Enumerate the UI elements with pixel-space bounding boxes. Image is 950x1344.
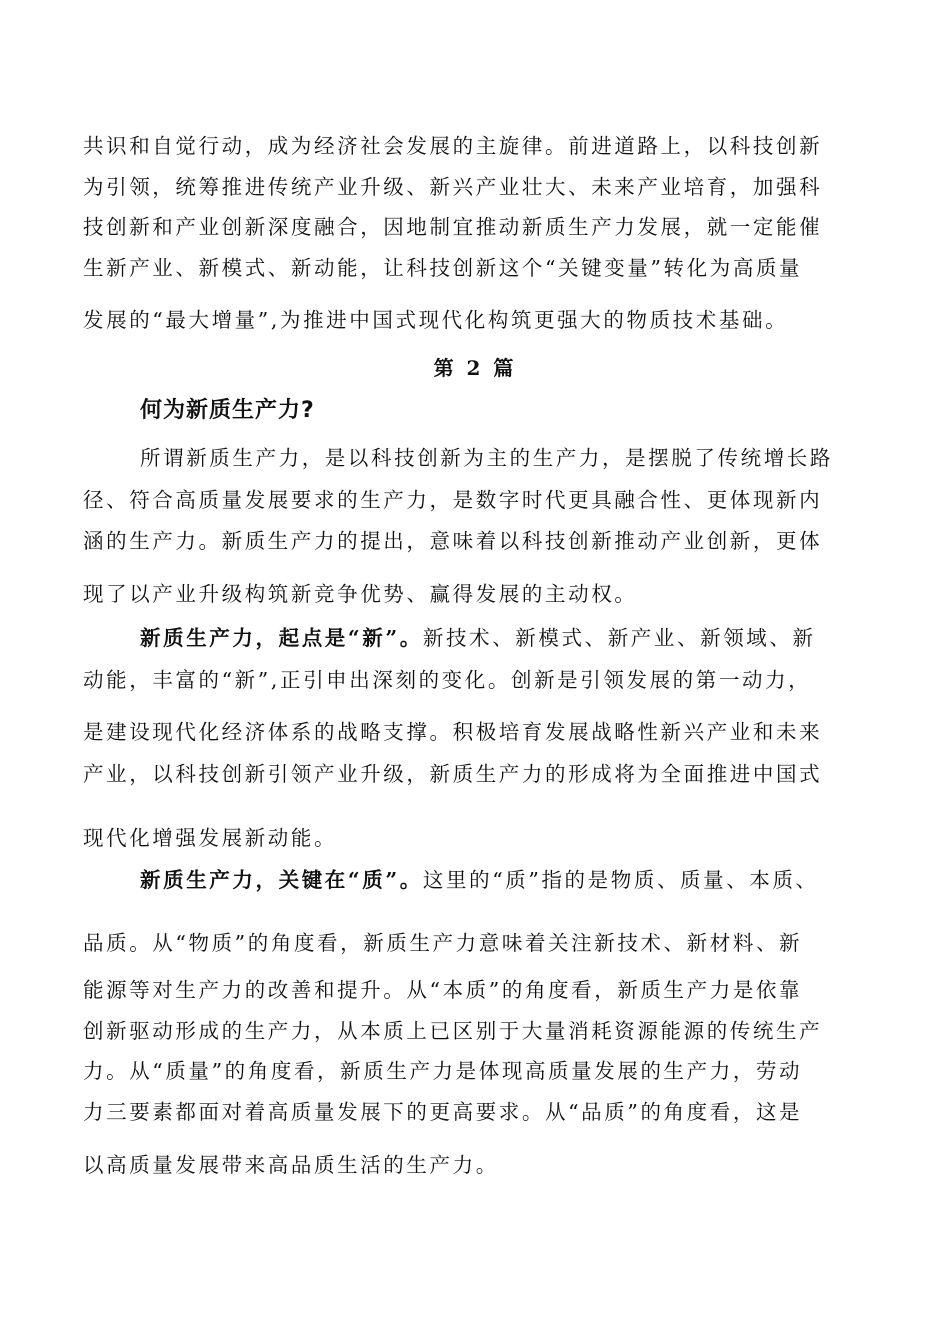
new-line: 现代化增强发展新动能。 [83,826,338,850]
new-line: 产业，以科技创新引领产业升级，新质生产力的形成将为全面推进中国式 [83,762,823,786]
definition-line: 现了以产业升级构筑新竞争优势、赢得发展的主动权。 [83,582,638,606]
quality-first-line [140,866,930,894]
new-line: 动能，丰富的“新”,正引申出深刻的变化。创新是引领发展的第一动力， [83,668,812,692]
quality-line: 以高质量发展带来高品质生活的生产力。 [83,1153,499,1177]
intro-line: 发展的“最大增量”,为推进中国式现代化构筑更强大的物质技术基础。 [83,308,789,332]
intro-line: 技创新和产业创新深度融合，因地制宜推动新质生产力发展，就一定能催 [83,215,823,239]
quality-line: 品质。从“物质”的角度看，新质生产力意味着关注新技术、新材料、新 [83,931,803,955]
intro-line: 为引领，统筹推进传统产业升级、新兴产业壮大、未来产业培育，加强科 [83,175,823,199]
definition-line: 涵的生产力。新质生产力的提出，意味着以科技创新推动产业创新，更体 [83,529,823,553]
new-line: 是建设现代化经济体系的战略支撑。积极培育发展战略性新兴产业和未来 [83,720,823,744]
quality-first-rest: 这里的“质”指的是物质、质量、本质、 [422,868,819,892]
quality-line: 力。从“质量”的角度看，新质生产力是体现高质量发展的生产力，劳动 [83,1059,803,1083]
quality-line: 创新驱动形成的生产力，从本质上已区别于大量消耗资源能源的传统生产 [83,1019,823,1043]
section-label: 第 2 篇 [433,356,517,380]
quality-line: 能源等对生产力的改善和提升。从“本质”的角度看，新质生产力是依靠 [83,978,803,1002]
intro-line: 生新产业、新模式、新动能，让科技创新这个“关键变量”转化为高质量 [83,256,803,280]
new-first-line [140,624,930,652]
new-lead: 新质生产力，起点是“新”。 [140,626,423,650]
intro-line: 共识和自觉行动，成为经济社会发展的主旋律。前进道路上，以科技创新 [83,134,823,158]
section-heading: 何为新质生产力? [140,398,315,423]
quality-lead: 新质生产力，关键在“质”。 [140,868,423,892]
definition-line: 所谓新质生产力，是以科技创新为主的生产力，是摆脱了传统增长路 [140,446,833,470]
new-first-rest: 新技术、新模式、新产业、新领域、新 [422,626,816,650]
definition-line: 径、符合高质量发展要求的生产力，是数字时代更具融合性、更体现新内 [83,488,823,512]
quality-line: 力三要素都面对着高质量发展下的更高要求。从“品质”的角度看，这是 [83,1100,803,1124]
